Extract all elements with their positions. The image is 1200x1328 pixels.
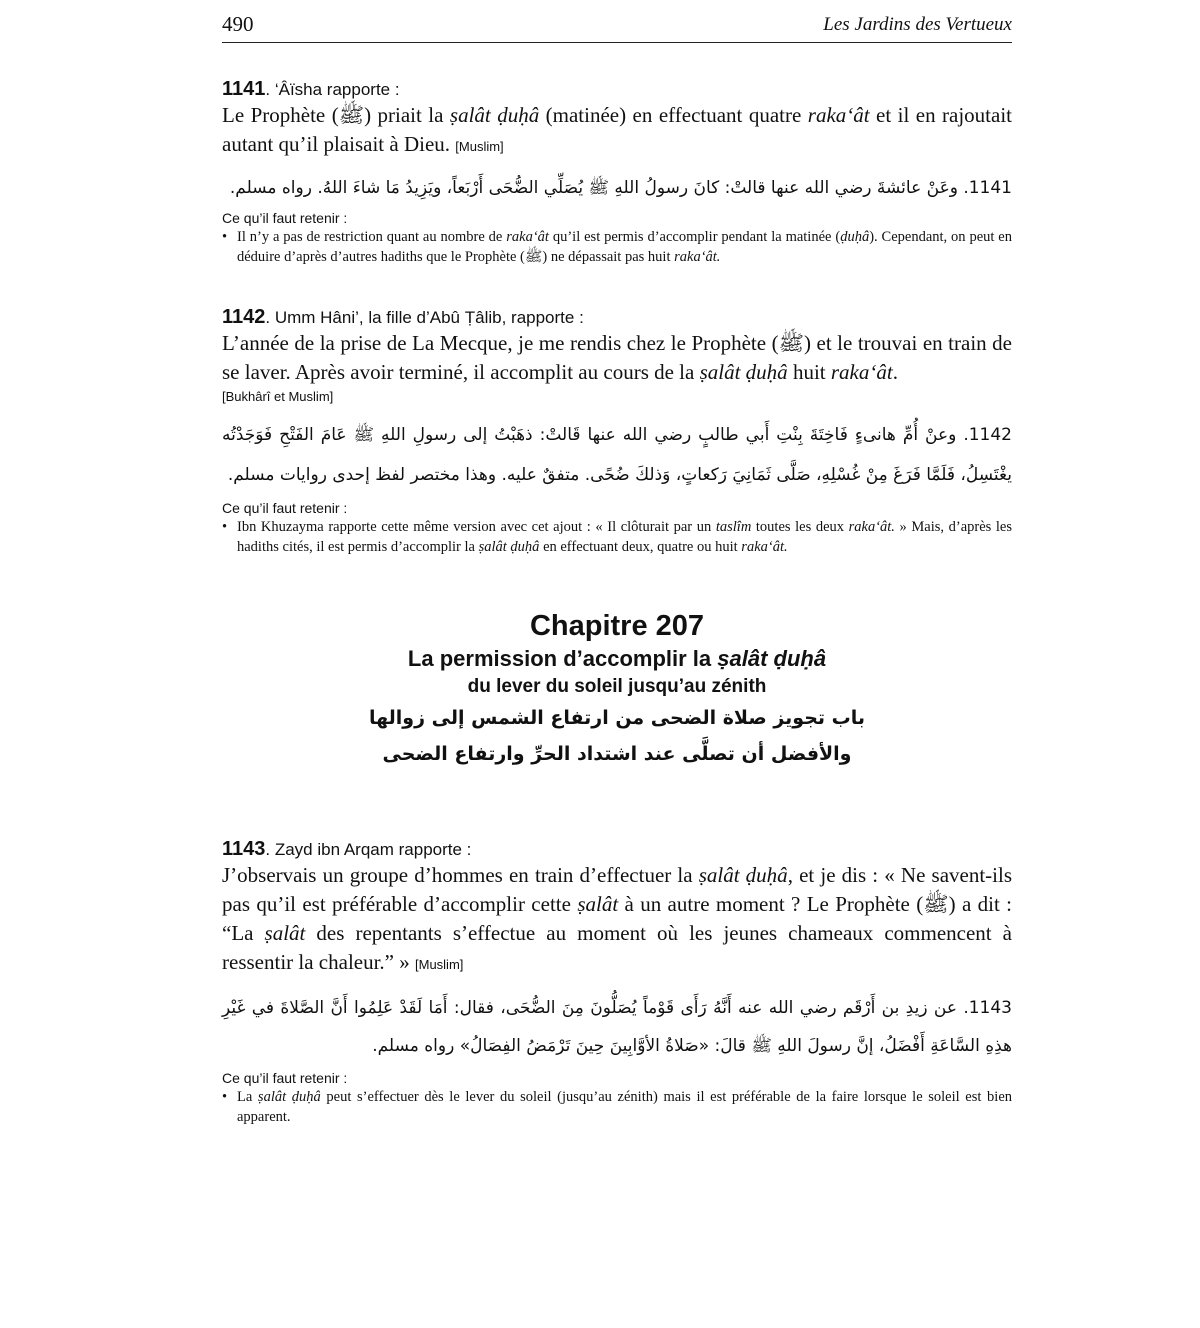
retain-title: Ce qu’il faut retenir : [222,500,348,516]
chapter-arabic-title: باب تجويز صلاة الضحى من ارتفاع الشمس إلى زوالها [368,707,865,729]
hadith-translation [222,329,1012,387]
text-segment: qu’il est permis d’accomplir pendant la matinée ( [548,229,841,245]
text-segment: J’observais un groupe d’hommes en train d’effectuer la [222,863,699,887]
text-segment: des repentants s’effectue au moment où les jeunes chameaux commencent à ressentir la chaleur.” » [222,921,1012,974]
text-segment: et il en rajoutait autant qu’il plaisait à Dieu. [222,103,1013,156]
chapter-title-text: La permission d’accomplir la [407,646,718,671]
hadith-number: 1141 [222,78,266,100]
transliteration: taslîm [715,519,752,535]
text-segment: La [237,1089,258,1105]
hadith-reference: [Bukhârî et Muslim] [222,389,334,404]
text-segment: huit [787,360,831,384]
page-number: 490 [222,12,254,36]
hadith-1142 [222,306,1012,557]
transliteration: ṣalât ḍuḥâ [449,103,540,127]
text-segment: en effectuant deux, quatre ou huit [539,539,742,555]
hadith-heading [222,306,1012,329]
transliteration: raka‘ât [807,103,870,127]
hadith-1141 [222,78,1012,267]
transliteration: raka‘ât [830,360,893,384]
hadith-arabic: 1141. وعَنْ عائشةَ رضي الله عنها قالتْ: كانَ رسولُ اللهِ ﷺ يُصَلِّي الضُّحَى أَرْبَعاً، ويَزِيدُ مَا شاءَ اللهُ. رواه مسلم. [229,178,1012,198]
transliteration: raka‘ât. [741,539,788,555]
text-segment: . [892,360,898,384]
chapter-number: Chapitre 207 [529,610,705,642]
transliteration: ṣalât ḍuḥâ [257,1089,321,1105]
transliteration: ṣalât [264,921,306,945]
transliteration: raka‘ât. [848,519,895,535]
transliteration: ṣalât [577,892,619,916]
hadith-narrator: . Umm Hâni’, la fille d’Abû Ṭâlib, rapporte : [265,308,584,327]
transliteration: ṣalât ḍuḥâ [698,863,788,887]
hadith-heading [222,78,1012,101]
retain-title: Ce qu’il faut retenir : [222,1070,348,1086]
hadith-heading [222,838,1012,861]
text-segment: Le Prophète (ﷺ) priait la [222,103,450,127]
transliteration: ṣalât ḍuḥâ [478,539,540,555]
hadith-arabic: 1143. عن زيدِ بن أَرْقَم رضي الله عنه أَنَّهُ رَأَى قَوْماً يُصَلُّونَ مِنَ الضُّحَى، فقال: أَمَا لَقَدْ عَلِمُوا أَنَّ الصَّلاةَ في غَيْرِ هذِهِ السَّاعَةِ أَفْضَلُ، إنَّ رسولَ اللهِ ﷺ قالَ: «صَلاةُ الأوَّابِينَ حِينَ تَرْمَضُ الفِصَالُ» رواه مسلم. [222,998,1012,1056]
chapter-title [222,644,1012,674]
text-segment: » Mais, d’après les hadiths cités, il est permis d’accomplir la [237,519,1012,555]
chapter-subtitle: du lever du soleil jusqu’au zénith [467,676,767,697]
transliteration: raka‘ât [506,229,549,245]
hadith-number: 1143 [222,838,266,860]
text-segment: Il n’y a pas de restriction quant au nombre de [237,229,507,245]
hadith-narrator: . Zayd ibn Arqam rapporte : [265,840,472,859]
hadith-translation [222,101,1012,161]
page-header [222,10,1012,43]
hadith-number: 1142 [222,306,266,328]
text-segment: à un autre moment ? Le Prophète (ﷺ) a dit : “La [222,892,1012,945]
text-segment: ). Cependant, on peut en déduire d’après d’autres hadiths que le Prophète (ﷺ) ne dépassait pas huit [237,229,1012,265]
text-segment: toutes les deux [751,519,849,535]
text-segment: L’année de la prise de La Mecque, je me rendis chez le Prophète (ﷺ) et le trouvai en train de se laver. Après avoir terminé, il accomplit au cours de la [222,331,1012,384]
text-segment: (matinée) en effectuant quatre [539,103,808,127]
retain-bullet [222,1087,1012,1127]
bullet-icon: • [222,519,228,535]
hadith-reference: [Muslim] [415,957,464,972]
transliteration: raka‘ât. [674,249,721,265]
hadith-arabic: 1142. وعنْ أُمِّ هانىءٍ فَاخِتَةَ بِنْتِ أَبي طالبٍ رضي الله عنها قَالتْ: ذهَبْتُ إلى رسولِ اللهِ ﷺ عَامَ الفَتْحِ فَوَجَدْتُه يغْتَسِلُ، فَلَمَّا فَرَغَ مِنْ غُسْلِهِ، صَلَّى ثَمَانِيَ رَكعاتٍ، وَذلكَ ضُحًى. متفقٌ عليه. وهذا مختصر لفظ إحدى روايات مسلم. [222,425,1012,485]
chapter-title-italic: ṣalât ḍuḥâ [717,646,827,671]
chapter-arabic-subtitle: والأفضل أن تصلَّى عند اشتداد الحرِّ وارتفاع الضحى [382,743,852,765]
retain-bullet [222,227,1012,267]
bullet-icon: • [222,229,228,245]
bullet-icon: • [222,1089,228,1105]
retain-bullet [222,517,1012,557]
running-title: Les Jardins des Vertueux [823,14,1012,35]
hadith-reference: [Muslim] [455,139,504,154]
text-segment: Ibn Khuzayma rapporte cette même version avec cet ajout : « Il clôturait par un [237,519,716,535]
transliteration: ḍuḥâ [840,229,870,245]
chapter-heading [222,608,1012,772]
text-segment: peut s’effectuer dès le lever du soleil (jusqu’au zénith) mais il est préférable de la faire lorsque le soleil est bien apparent. [237,1089,1013,1125]
hadith-translation [222,861,1012,979]
transliteration: ṣalât ḍuḥâ [699,360,788,384]
hadith-1143 [222,838,1012,1127]
text-segment: , et je dis : « Ne savent-ils pas qu’il est préférable d’accomplir cette [222,863,1013,916]
hadith-narrator: . ‘Âïsha rapporte : [265,80,400,99]
retain-title: Ce qu’il faut retenir : [222,210,348,226]
